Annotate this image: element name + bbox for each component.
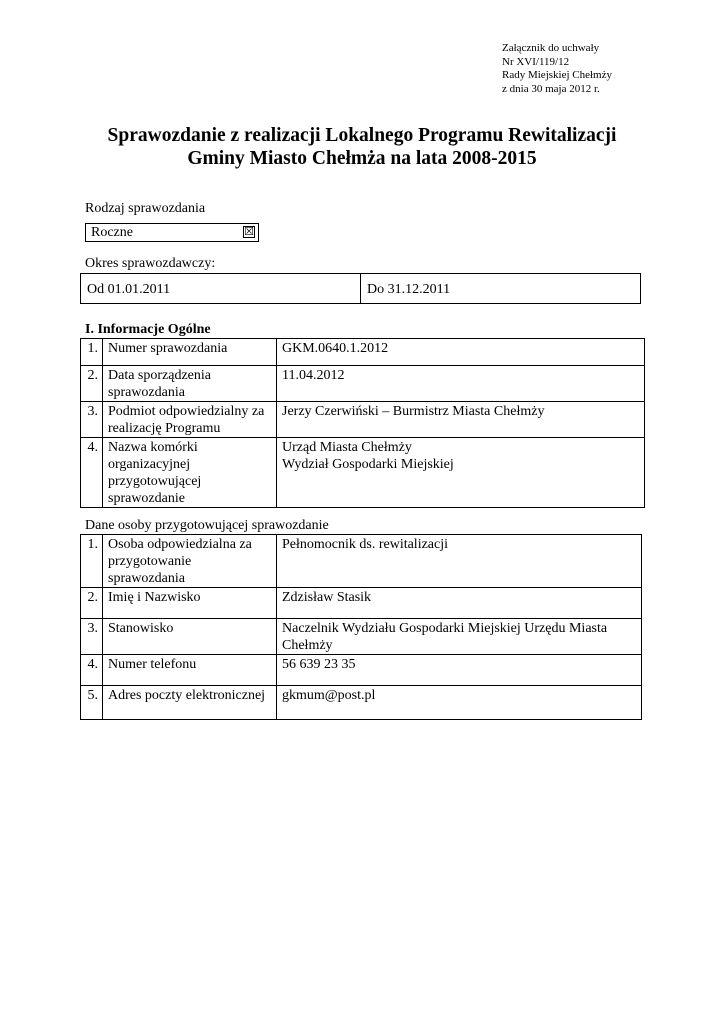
table-row [81, 402, 645, 438]
table-row [81, 366, 645, 402]
report-type-label: Rodzaj sprawozdania [85, 201, 206, 216]
row-value[interactable]: gkmum@post.pl [277, 686, 642, 720]
row-label: Stanowisko [103, 619, 277, 655]
row-number: 4. [81, 655, 103, 686]
row-number: 1. [81, 535, 103, 588]
report-type-select[interactable] [85, 223, 259, 242]
title-line: Gminy Miasto Chełmża na lata 2008-2015 [187, 148, 537, 169]
row-value: 11.04.2012 [277, 366, 645, 402]
row-label: Podmiot odpowiedzialny za realizację Programu [103, 402, 277, 438]
row-number: 2. [81, 366, 103, 402]
row-number: 3. [81, 619, 103, 655]
annex-line: Załącznik do uchwały [502, 42, 600, 54]
row-label: Osoba odpowiedzialna za przygotowanie sprawozdania [103, 535, 277, 588]
table-row [81, 655, 642, 686]
row-number: 1. [81, 339, 103, 366]
row-value: 56 639 23 35 [277, 655, 642, 686]
row-label: Imię i Nazwisko [103, 588, 277, 619]
row-value: Pełnomocnik ds. rewitalizacji [277, 535, 642, 588]
row-label: Nazwa komórki organizacyjnej przygotowującej sprawozdanie [103, 438, 277, 508]
row-label: Adres poczty elektronicznej [103, 686, 277, 720]
annex-line: Nr XVI/119/12 [502, 55, 570, 68]
general-info-table [80, 338, 645, 508]
row-label: Numer sprawozdania [103, 339, 277, 366]
report-type-value: Roczne [91, 225, 133, 240]
period-to: Do 31.12.2011 [367, 282, 451, 297]
annex-line: z dnia 30 maja 2012 r. [502, 82, 600, 95]
row-label: Data sporządzenia sprawozdania [103, 366, 277, 402]
row-number: 5. [81, 686, 103, 720]
period-label: Okres sprawozdawczy: [85, 256, 216, 271]
row-value: Naczelnik Wydziału Gospodarki Miejskiej Urzędu Miasta Chełmży [277, 619, 642, 655]
annex-note [502, 42, 612, 96]
table-row [81, 438, 645, 508]
preparer-heading: Dane osoby przygotowującej sprawozdanie [85, 518, 329, 533]
title-line: Sprawozdanie z realizacji Lokalnego Programu Rewitalizacji [107, 125, 617, 146]
period-from: Od 01.01.2011 [81, 274, 361, 303]
row-value: Jerzy Czerwiński – Burmistrz Miasta Chełmży [277, 402, 645, 438]
row-label: Numer telefonu [103, 655, 277, 686]
row-value: GKM.0640.1.2012 [277, 339, 645, 366]
table-row [81, 619, 642, 655]
table-row [81, 588, 642, 619]
row-value [277, 438, 645, 508]
value-line: Wydział Gospodarki Miejskiej [282, 457, 454, 472]
row-number: 2. [81, 588, 103, 619]
period-table [80, 273, 641, 304]
document-title [60, 124, 664, 170]
row-number: 4. [81, 438, 103, 508]
table-row [81, 686, 642, 720]
general-info-heading: I. Informacje Ogólne [85, 322, 211, 337]
value-line: Urząd Miasta Chełmży [282, 440, 412, 455]
table-row [81, 535, 642, 588]
checkbox-icon[interactable]: ☒ [244, 226, 254, 238]
row-value: Zdzisław Stasik [277, 588, 642, 619]
preparer-table [80, 534, 642, 720]
table-row [81, 339, 645, 366]
annex-line: Rady Miejskiej Chełmży [502, 69, 612, 81]
row-number: 3. [81, 402, 103, 438]
